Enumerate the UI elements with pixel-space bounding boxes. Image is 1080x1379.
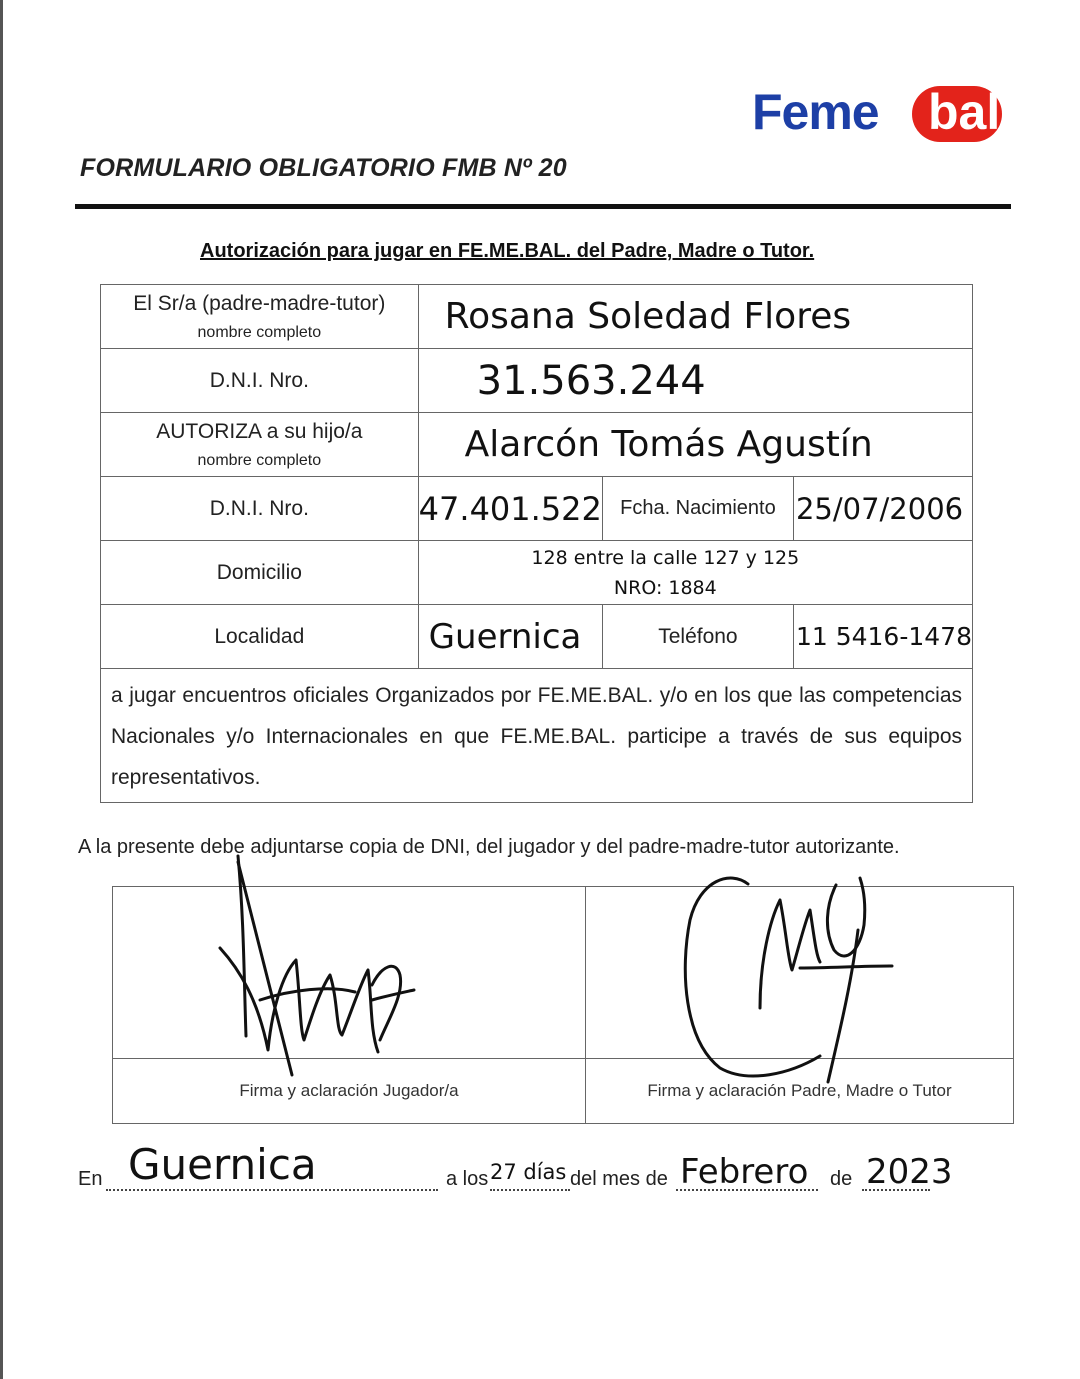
table-row — [101, 349, 973, 413]
table-row — [101, 285, 973, 349]
child-name-field[interactable]: Alarcón Tomás Agustín — [418, 413, 972, 477]
logo-text-part1: Feme — [752, 84, 879, 140]
footer-de: de — [830, 1168, 853, 1190]
address-field[interactable] — [418, 541, 972, 605]
child-dni-field[interactable]: 47.401.522 — [418, 477, 602, 541]
authorizes-label: AUTORIZA a su hijo/a — [156, 419, 363, 443]
parent-dni-label: D.N.I. Nro. — [101, 349, 419, 413]
table-row — [101, 477, 973, 541]
table-row — [101, 605, 973, 669]
footer-month-field[interactable]: Febrero — [680, 1152, 809, 1192]
phone-field[interactable]: 11 5416-1478 — [793, 605, 972, 669]
parent-label-cell — [101, 285, 419, 349]
days-dots — [490, 1189, 570, 1191]
parent-dni-field[interactable]: 31.563.244 — [418, 349, 972, 413]
attachment-note: A la presente debe adjuntarse copia de DNI, del jugador y del padre-madre-tutor autorizante. — [78, 836, 900, 858]
table-row — [101, 413, 973, 477]
footer-en: En — [78, 1168, 103, 1190]
table-row — [113, 1059, 1014, 1124]
phone-label: Teléfono — [602, 605, 793, 669]
authorization-table — [100, 284, 973, 803]
parent-name-field[interactable]: Rosana Soledad Flores — [418, 285, 972, 349]
form-title: FORMULARIO OBLIGATORIO FMB Nº 20 — [80, 154, 567, 182]
birth-date-field[interactable]: 25/07/2006 — [793, 477, 972, 541]
page-edge — [0, 0, 3, 1379]
table-row — [113, 887, 1014, 1059]
locality-field[interactable]: Guernica — [418, 605, 602, 669]
child-label-cell — [101, 413, 419, 477]
femebal-logo — [752, 84, 1002, 144]
authorization-paragraph: a jugar encuentros oficiales Organizados por FE.ME.BAL. y/o en los que las competencias Nacionales y/o Internacionales en que FE.ME.BAL. participe a través de sus equipos representativos. — [101, 669, 973, 803]
locality-label: Localidad — [101, 605, 419, 669]
footer-place-field[interactable]: Guernica — [128, 1140, 317, 1189]
address-line2: NRO: 1884 — [613, 576, 717, 599]
address-label: Domicilio — [101, 541, 419, 605]
table-row — [101, 541, 973, 605]
address-line1: 128 entre la calle 127 y 125 — [531, 546, 800, 569]
signature-table — [112, 886, 1014, 1124]
child-dni-label: D.N.I. Nro. — [101, 477, 419, 541]
parent-sublabel: nombre completo — [197, 323, 322, 341]
place-dots — [106, 1189, 438, 1191]
child-sublabel: nombre completo — [197, 451, 322, 469]
footer-del-mes: del mes de — [570, 1168, 668, 1190]
title-divider — [75, 204, 1011, 209]
parent-label: El Sr/a (padre-madre-tutor) — [133, 291, 386, 315]
player-signature-box[interactable] — [113, 887, 586, 1059]
footer-year-field[interactable]: 2023 — [866, 1152, 953, 1192]
footer-days-field[interactable]: 27 días — [490, 1160, 567, 1184]
birth-date-label: Fcha. Nacimiento — [602, 477, 793, 541]
player-signature-caption: Firma y aclaración Jugador/a — [113, 1059, 586, 1124]
form-subtitle: Autorización para jugar en FE.ME.BAL. del Padre, Madre o Tutor. — [200, 240, 815, 262]
logo-text-part2: bal — [928, 84, 1001, 140]
parent-signature-caption: Firma y aclaración Padre, Madre o Tutor — [586, 1059, 1014, 1124]
parent-signature-box[interactable] — [586, 887, 1014, 1059]
footer-place-date — [78, 1140, 1078, 1200]
footer-a-los: a los — [446, 1168, 489, 1190]
table-row — [101, 669, 973, 803]
